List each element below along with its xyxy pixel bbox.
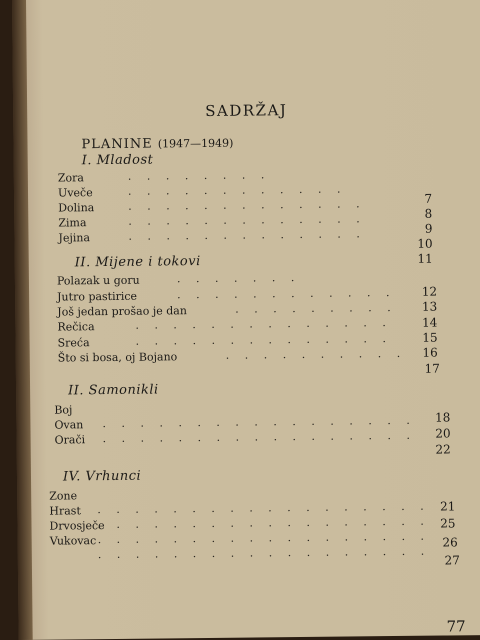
page-ref: 16 xyxy=(422,345,438,360)
toc-entry: Polazak u goru xyxy=(56,273,140,288)
page-ref: 27 xyxy=(444,553,460,568)
leader-dots: . . . . . . . . . . . . . . . . . . xyxy=(97,544,431,562)
leader-dots: . . . . . . . . . . . . . . . . . . xyxy=(97,529,431,547)
page-ref: 26 xyxy=(442,535,458,550)
page-ref: 22 xyxy=(435,442,451,457)
page-ref: 7 xyxy=(424,191,433,206)
leader-dots: . . . . . . . . xyxy=(127,168,271,183)
page-ref: 15 xyxy=(422,330,438,345)
toc-entry: Jejina xyxy=(58,231,91,245)
section-heading: II. Samonikli xyxy=(68,382,159,399)
leader-dots: . . . . . . . . . xyxy=(235,300,397,316)
leader-dots: . . . . . . . . . . . . . xyxy=(128,227,366,243)
toc-entry: Orači xyxy=(54,433,86,447)
leader-dots: . . . . . . . . . . . . . . xyxy=(135,332,393,348)
part-years: (1947—1949) xyxy=(157,136,234,151)
leader-dots: . . . . . . . . . . . . xyxy=(177,286,396,302)
page-ref: 21 xyxy=(439,499,456,514)
toc-entry: Rečica xyxy=(57,320,95,334)
toc-entry: Još jedan prošao je dan xyxy=(57,304,187,319)
page-number: 77 xyxy=(446,617,466,636)
section-heading: IV. Vrhunci xyxy=(62,468,142,485)
book-page xyxy=(12,0,480,640)
toc-title: SADRŽAJ xyxy=(205,101,288,120)
toc-entry: Ovan xyxy=(54,418,84,432)
leader-dots: . . . . . . . . . . xyxy=(225,346,407,362)
page-ref: 13 xyxy=(421,299,438,314)
leader-dots: . . . . . . . . . . . . . . . . . xyxy=(102,428,417,446)
page-ref: 18 xyxy=(435,410,451,425)
toc-entry: Zima xyxy=(58,216,87,230)
toc-entry: Boj xyxy=(54,403,73,417)
toc-entry: Hrast xyxy=(49,504,81,518)
book-spine xyxy=(12,0,33,640)
page-ref: 17 xyxy=(424,361,440,376)
section-heading: I. Mladost xyxy=(81,152,154,169)
toc-entry: Sreća xyxy=(57,336,90,350)
leader-dots: . . . . . . . . . . . . xyxy=(127,182,347,198)
part-name: PLANINE xyxy=(81,136,153,153)
toc-entry: Zora xyxy=(57,171,85,185)
page-ref: 9 xyxy=(424,221,433,236)
page-ref: 11 xyxy=(417,251,433,266)
leader-dots: . . . . . . . . . . . . . . . . . . xyxy=(97,499,430,517)
part-heading xyxy=(81,136,233,153)
leader-dots: . . . . . . . . . . . . . xyxy=(128,197,366,213)
page-ref: 20 xyxy=(435,426,451,441)
leader-dots: . . . . . . . . . . . . . . . . . . xyxy=(97,514,430,532)
page-ref: 8 xyxy=(424,206,433,221)
toc-entry: Vukovac xyxy=(49,534,97,548)
page-ref: 12 xyxy=(421,284,438,299)
toc-entry: Uveče xyxy=(57,186,93,200)
toc-entry: Jutro pastirice xyxy=(57,289,138,304)
toc-entry: Dolina xyxy=(58,201,95,215)
leader-dots: . . . . . . . . . . . . . xyxy=(128,212,366,228)
page-ref: 14 xyxy=(422,315,438,330)
section-heading: II. Mijene i tokovi xyxy=(74,254,201,271)
leader-dots: . . . . . . . xyxy=(176,270,301,286)
toc-entry: Što si bosa, oj Bojano xyxy=(57,350,178,365)
page-ref: 10 xyxy=(417,236,433,251)
leader-dots: . . . . . . . . . . . . . . . . . xyxy=(102,413,416,431)
toc-entry: Drvosječe xyxy=(49,519,105,533)
toc-entry: Zone xyxy=(49,489,78,503)
page-ref: 25 xyxy=(440,516,456,531)
leader-dots: . . . . . . . . . . . . . . xyxy=(135,316,392,332)
